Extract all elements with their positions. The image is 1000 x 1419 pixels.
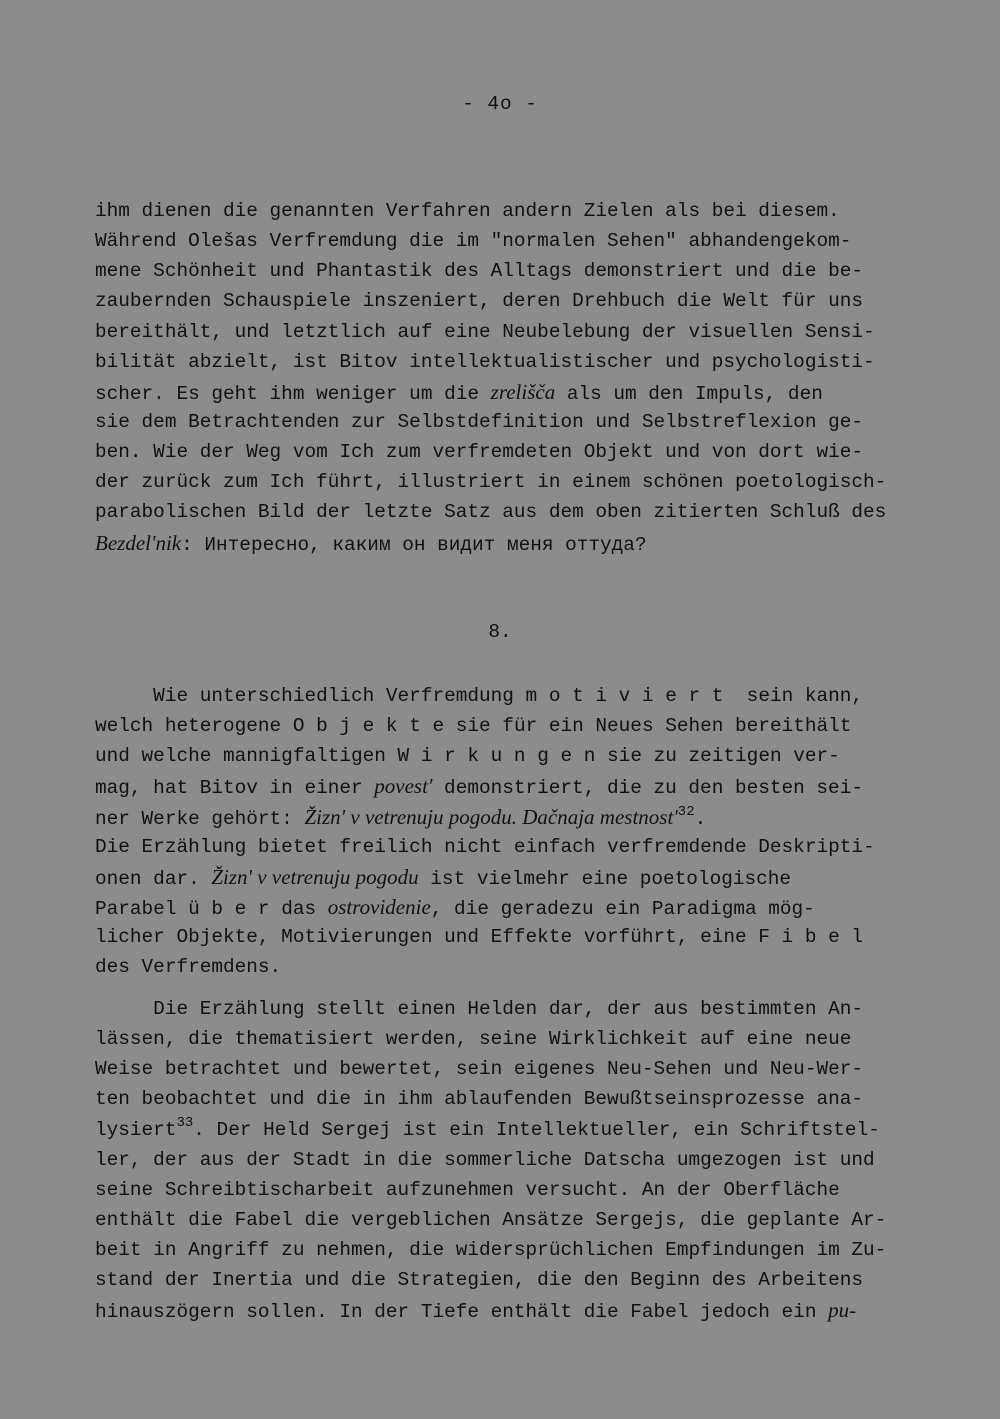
footnote-marker: 33 — [176, 1114, 194, 1131]
text-line: onen dar. Žizn' v vetrenuju pogodu ist vielmehr eine poetologische — [95, 864, 792, 890]
text-line: ler, der aus der Stadt in die sommerliche Datscha umgezogen ist und — [95, 1148, 875, 1171]
text-line: enthält die Fabel die vergeblichen Ansätze Sergejs, die geplante Ar- — [95, 1208, 887, 1231]
text-line: scher. Es geht ihm weniger um die zrelišča als um den Impuls, den — [95, 379, 823, 405]
text-line: mene Schönheit und Phantastik des Alltags demonstriert und die be- — [95, 260, 863, 283]
text-line: parabolischen Bild der letzte Satz aus dem oben zitierten Schluß des — [95, 501, 887, 524]
paragraph-1 — [95, 196, 925, 558]
text-line: Bezdel'nik: Интересно, каким он видит меня оттуда? — [95, 530, 647, 556]
text-line: der zurück zum Ich führt, illustriert in einem schönen poetologisch- — [95, 471, 887, 494]
paragraph-2 — [95, 681, 925, 982]
footnote-marker: 32 — [677, 803, 695, 820]
italic-term: Žizn' v vetrenuju pogodu. Dačnaja mestnost' — [304, 804, 678, 829]
spaced-emphasis: motiviert — [525, 685, 736, 707]
text-line: lässen, die thematisiert werden, seine Wirklichkeit auf eine neue — [95, 1028, 852, 1051]
text-line: sie dem Betrachtenden zur Selbstdefinition und Selbstreflexion ge- — [95, 410, 863, 433]
text-line: bilität abzielt, ist Bitov intellektualistischer und psychologisti- — [95, 350, 875, 373]
italic-term: zrelišča — [490, 379, 556, 404]
italic-term: Žizn' v vetrenuju pogodu — [211, 864, 419, 889]
text-line: und welche mannigfaltigen Wirkungensie zu zeitigen ver- — [95, 745, 840, 768]
text-line: seine Schreibtischarbeit aufzunehmen versucht. An der Oberfläche — [95, 1178, 840, 1201]
text-line: lysiert$^{33}$. Der Held Sergej ist ein Intellektueller, ein Schriftstel- — [95, 1114, 880, 1141]
italic-term: povest' — [374, 774, 433, 799]
text-line: ihm dienen die genannten Verfahren andern Zielen als bei diesem. — [95, 200, 840, 222]
text-line: Während Olešas Verfremdung die im "normalen Sehen" abhandengekom- — [95, 230, 852, 253]
italic-term: pu- — [828, 1298, 857, 1323]
italic-term: Bezdel'nik — [95, 530, 182, 555]
italic-term: ostrovidenie — [327, 894, 431, 919]
text-line: zaubernden Schauspiele inszeniert, deren Drehbuch die Welt für uns — [95, 290, 863, 313]
section-heading: 8. — [488, 621, 512, 643]
text-line: mag, hat Bitov in einer povest' demonstriert, die zu den besten sei- — [95, 774, 863, 800]
text-line: ner Werke gehört: Žizn' v vetrenuju pogodu. Dačnaja $mestnost'^{32}$. — [95, 803, 707, 830]
spaced-emphasis: über — [188, 897, 282, 920]
text-line: Weise betrachtet und bewertet, sein eigenes Neu-Sehen und Neu-Wer- — [95, 1058, 863, 1081]
text-line: welch heterogene Objektesie für ein Neues Sehen bereithält — [95, 715, 852, 738]
text-line: ten beobachtet und die in ihm ablaufenden Bewußtseinsprozesse ana- — [95, 1088, 863, 1111]
paragraph-3 — [95, 994, 925, 1326]
text-line: Wie unterschiedlich Verfremdung motiviert sein kann, — [95, 685, 864, 707]
text-line: Parabel überdas ostrovidenie, die geradezu ein Paradigma mög- — [95, 894, 815, 920]
spaced-emphasis: Fibel — [758, 926, 875, 949]
text-line: Die Erzählung stellt einen Helden dar, der aus bestimmten An- — [95, 998, 863, 1020]
text-line: ben. Wie der Weg vom Ich zum verfremdeten Objekt und von dort wie- — [95, 441, 863, 464]
text-line: stand der Inertia und die Strategien, die den Beginn des Arbeitens — [95, 1269, 863, 1292]
spaced-emphasis: Objekte — [292, 715, 456, 738]
text-line: Die Erzählung bietet freilich nicht einfach verfremdende Deskripti- — [95, 835, 875, 858]
spaced-emphasis: Wirkungen — [397, 745, 608, 768]
text-line: beit in Angriff zu nehmen, die widersprüchlichen Empfindungen im Zu- — [95, 1239, 887, 1262]
text-line: hinauszögern sollen. In der Tiefe enthält die Fabel jedoch ein pu- — [95, 1298, 857, 1324]
text-line: des Verfremdens. — [95, 956, 282, 979]
text-line: licher Objekte, Motivierungen und Effekte vorführt, eine Fibel — [95, 926, 875, 949]
page-number: - 4o - — [462, 93, 538, 115]
text-line: bereithält, und letztlich auf eine Neubelebung der visuellen Sensi- — [95, 320, 875, 343]
